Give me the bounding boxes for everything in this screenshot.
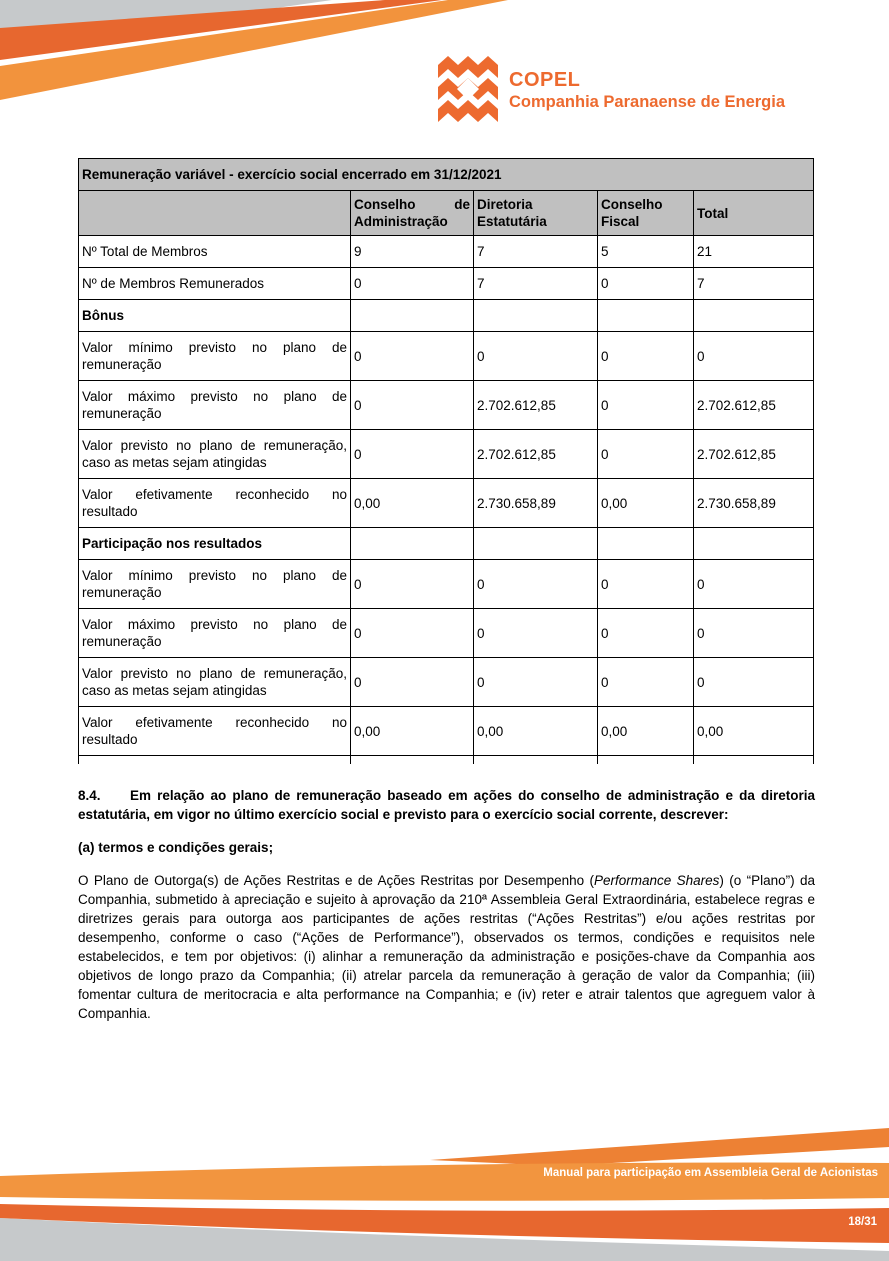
section-8-4 xyxy=(78,786,815,1023)
row-label: Participação nos resultados xyxy=(79,528,351,560)
cell-total: 2.702.612,85 xyxy=(694,381,814,430)
table-row xyxy=(79,430,814,479)
section-subheading: (a) termos e condições gerais; xyxy=(78,840,274,855)
cell-conselho-administracao: 0,00 xyxy=(351,707,474,756)
table-row xyxy=(79,236,814,268)
table-title-row xyxy=(79,159,814,191)
cell-conselho-fiscal xyxy=(598,528,694,560)
cell-diretoria-estatutaria xyxy=(474,528,598,560)
cell-conselho-administracao: 0 xyxy=(351,560,474,609)
cell-conselho-administracao: 0 xyxy=(351,658,474,707)
row-label: Valor máximo previsto no plano de remuneração xyxy=(79,609,351,658)
paragraph-part1: O Plano de Outorga(s) de Ações Restritas e de Ações Restritas por Desempenho ( xyxy=(78,873,595,888)
cell-conselho-administracao: 0,00 xyxy=(351,479,474,528)
cell-diretoria-estatutaria: 7 xyxy=(474,268,598,300)
row-label: Valor máximo previsto no plano de remuneração xyxy=(79,381,351,430)
section-heading-text: Em relação ao plano de remuneração baseado em ações do conselho de administração e da diretoria estatutária, em vigor no último exercício social e previsto para o exercício social corrente, descrever: xyxy=(78,788,815,822)
bottom-banner-swoosh xyxy=(0,1120,889,1261)
column-header-total: Total xyxy=(694,191,814,236)
cell-total: 0 xyxy=(694,658,814,707)
cell-total: 0 xyxy=(694,609,814,658)
cell-diretoria-estatutaria: 0 xyxy=(474,658,598,707)
cell-diretoria-estatutaria: 2.702.612,85 xyxy=(474,381,598,430)
table-row xyxy=(79,300,814,332)
table-row xyxy=(79,658,814,707)
cell-conselho-fiscal: 0 xyxy=(598,658,694,707)
column-header-diretoria-estatutaria: Diretoria Estatutária xyxy=(474,191,598,236)
cell-total: 2.730.658,89 xyxy=(694,479,814,528)
cell-conselho-fiscal: 0 xyxy=(598,268,694,300)
row-label: Valor previsto no plano de remuneração, caso as metas sejam atingidas xyxy=(79,430,351,479)
copel-logo-icon xyxy=(437,56,499,122)
page-content xyxy=(78,158,813,1023)
footer-manual-label: Manual para participação em Assembleia Geral de Acionistas xyxy=(543,1167,878,1179)
cell-conselho-fiscal: 0 xyxy=(598,609,694,658)
cell-conselho-fiscal: 0,00 xyxy=(598,707,694,756)
paragraph-italic: Performance Shares xyxy=(594,873,720,888)
column-header-empty xyxy=(79,191,351,236)
table-row xyxy=(79,707,814,756)
cell-conselho-administracao xyxy=(351,300,474,332)
cell-total: 2.702.612,85 xyxy=(694,430,814,479)
cell-diretoria-estatutaria: 7 xyxy=(474,236,598,268)
cell-conselho-fiscal: 5 xyxy=(598,236,694,268)
section-heading xyxy=(78,786,815,824)
row-label: Valor mínimo previsto no plano de remuneração xyxy=(79,560,351,609)
cell-diretoria-estatutaria: 0 xyxy=(474,609,598,658)
cell-total xyxy=(694,528,814,560)
row-label: Nº de Membros Remunerados xyxy=(79,268,351,300)
cell-conselho-administracao: 9 xyxy=(351,236,474,268)
cell-total: 0 xyxy=(694,560,814,609)
cell-total: 7 xyxy=(694,268,814,300)
brand-tagline: Companhia Paranaense de Energia xyxy=(509,93,786,111)
row-label: Valor efetivamente reconhecido no resultado xyxy=(79,479,351,528)
cell-conselho-administracao: 0 xyxy=(351,381,474,430)
cell-diretoria-estatutaria: 2.730.658,89 xyxy=(474,479,598,528)
cell-conselho-administracao: 0 xyxy=(351,430,474,479)
table-row xyxy=(79,560,814,609)
row-label: Valor previsto no plano de remuneração, caso as metas sejam atingidas xyxy=(79,658,351,707)
cell-total xyxy=(694,300,814,332)
cell-diretoria-estatutaria: 0,00 xyxy=(474,707,598,756)
copel-logo xyxy=(437,56,785,122)
table-cutoff-row xyxy=(79,756,814,765)
cell-conselho-fiscal xyxy=(598,300,694,332)
cell-conselho-administracao: 0 xyxy=(351,332,474,381)
cell-conselho-fiscal: 0 xyxy=(598,560,694,609)
cell-conselho-administracao: 0 xyxy=(351,268,474,300)
cell-conselho-fiscal: 0 xyxy=(598,381,694,430)
cell-diretoria-estatutaria: 0 xyxy=(474,560,598,609)
row-label: Valor efetivamente reconhecido no resultado xyxy=(79,707,351,756)
section-paragraph xyxy=(78,871,815,1023)
column-header-conselho-administracao: Conselho de Administração xyxy=(351,191,474,236)
cell-diretoria-estatutaria: 0 xyxy=(474,332,598,381)
row-label: Bônus xyxy=(79,300,351,332)
table-row xyxy=(79,528,814,560)
table-header-row xyxy=(79,191,814,236)
table-row xyxy=(79,268,814,300)
copel-logo-text xyxy=(509,70,785,111)
cell-conselho-administracao: 0 xyxy=(351,609,474,658)
cell-conselho-fiscal: 0 xyxy=(598,332,694,381)
footer-page-indicator: 18/31 xyxy=(848,1216,877,1228)
remuneration-table xyxy=(78,158,814,764)
cell-conselho-fiscal: 0,00 xyxy=(598,479,694,528)
cell-total: 21 xyxy=(694,236,814,268)
table-row xyxy=(79,479,814,528)
row-label: Valor mínimo previsto no plano de remuneração xyxy=(79,332,351,381)
cell-total: 0,00 xyxy=(694,707,814,756)
cell-total: 0 xyxy=(694,332,814,381)
cell-diretoria-estatutaria: 2.702.612,85 xyxy=(474,430,598,479)
section-number: 8.4. xyxy=(78,788,101,803)
brand-name: COPEL xyxy=(509,69,581,91)
cell-conselho-administracao xyxy=(351,528,474,560)
table-row xyxy=(79,332,814,381)
cell-conselho-fiscal: 0 xyxy=(598,430,694,479)
row-label: Nº Total de Membros xyxy=(79,236,351,268)
cell-diretoria-estatutaria xyxy=(474,300,598,332)
table-title: Remuneração variável - exercício social encerrado em 31/12/2021 xyxy=(79,159,814,191)
table-row xyxy=(79,609,814,658)
paragraph-part2: ) (o “Plano”) da Companhia, submetido à apreciação e sujeito à aprovação da 210ª Assembleia Geral Extraordinária, estabelece regras e diretrizes gerais para outorga aos participantes de ações restritas (“Ações Restritas”) e/ou ações restritas por desempenho, conforme o caso (“Ações de Performance”), observados os termos, condições e requisitos nele estabelecidos, e tem por objetivos: (i) alinhar a remuneração da administração e posições-chave da Companhia aos objetivos de longo prazo da Companhia; (ii) atrelar parcela da remuneração à geração de valor da Companhia; (iii) fomentar cultura de meritocracia e alta performance na Companhia; e (iv) reter e atrair talentos que agreguem valor à Companhia. xyxy=(78,873,815,1021)
column-header-conselho-fiscal: Conselho Fiscal xyxy=(598,191,694,236)
table-row xyxy=(79,381,814,430)
